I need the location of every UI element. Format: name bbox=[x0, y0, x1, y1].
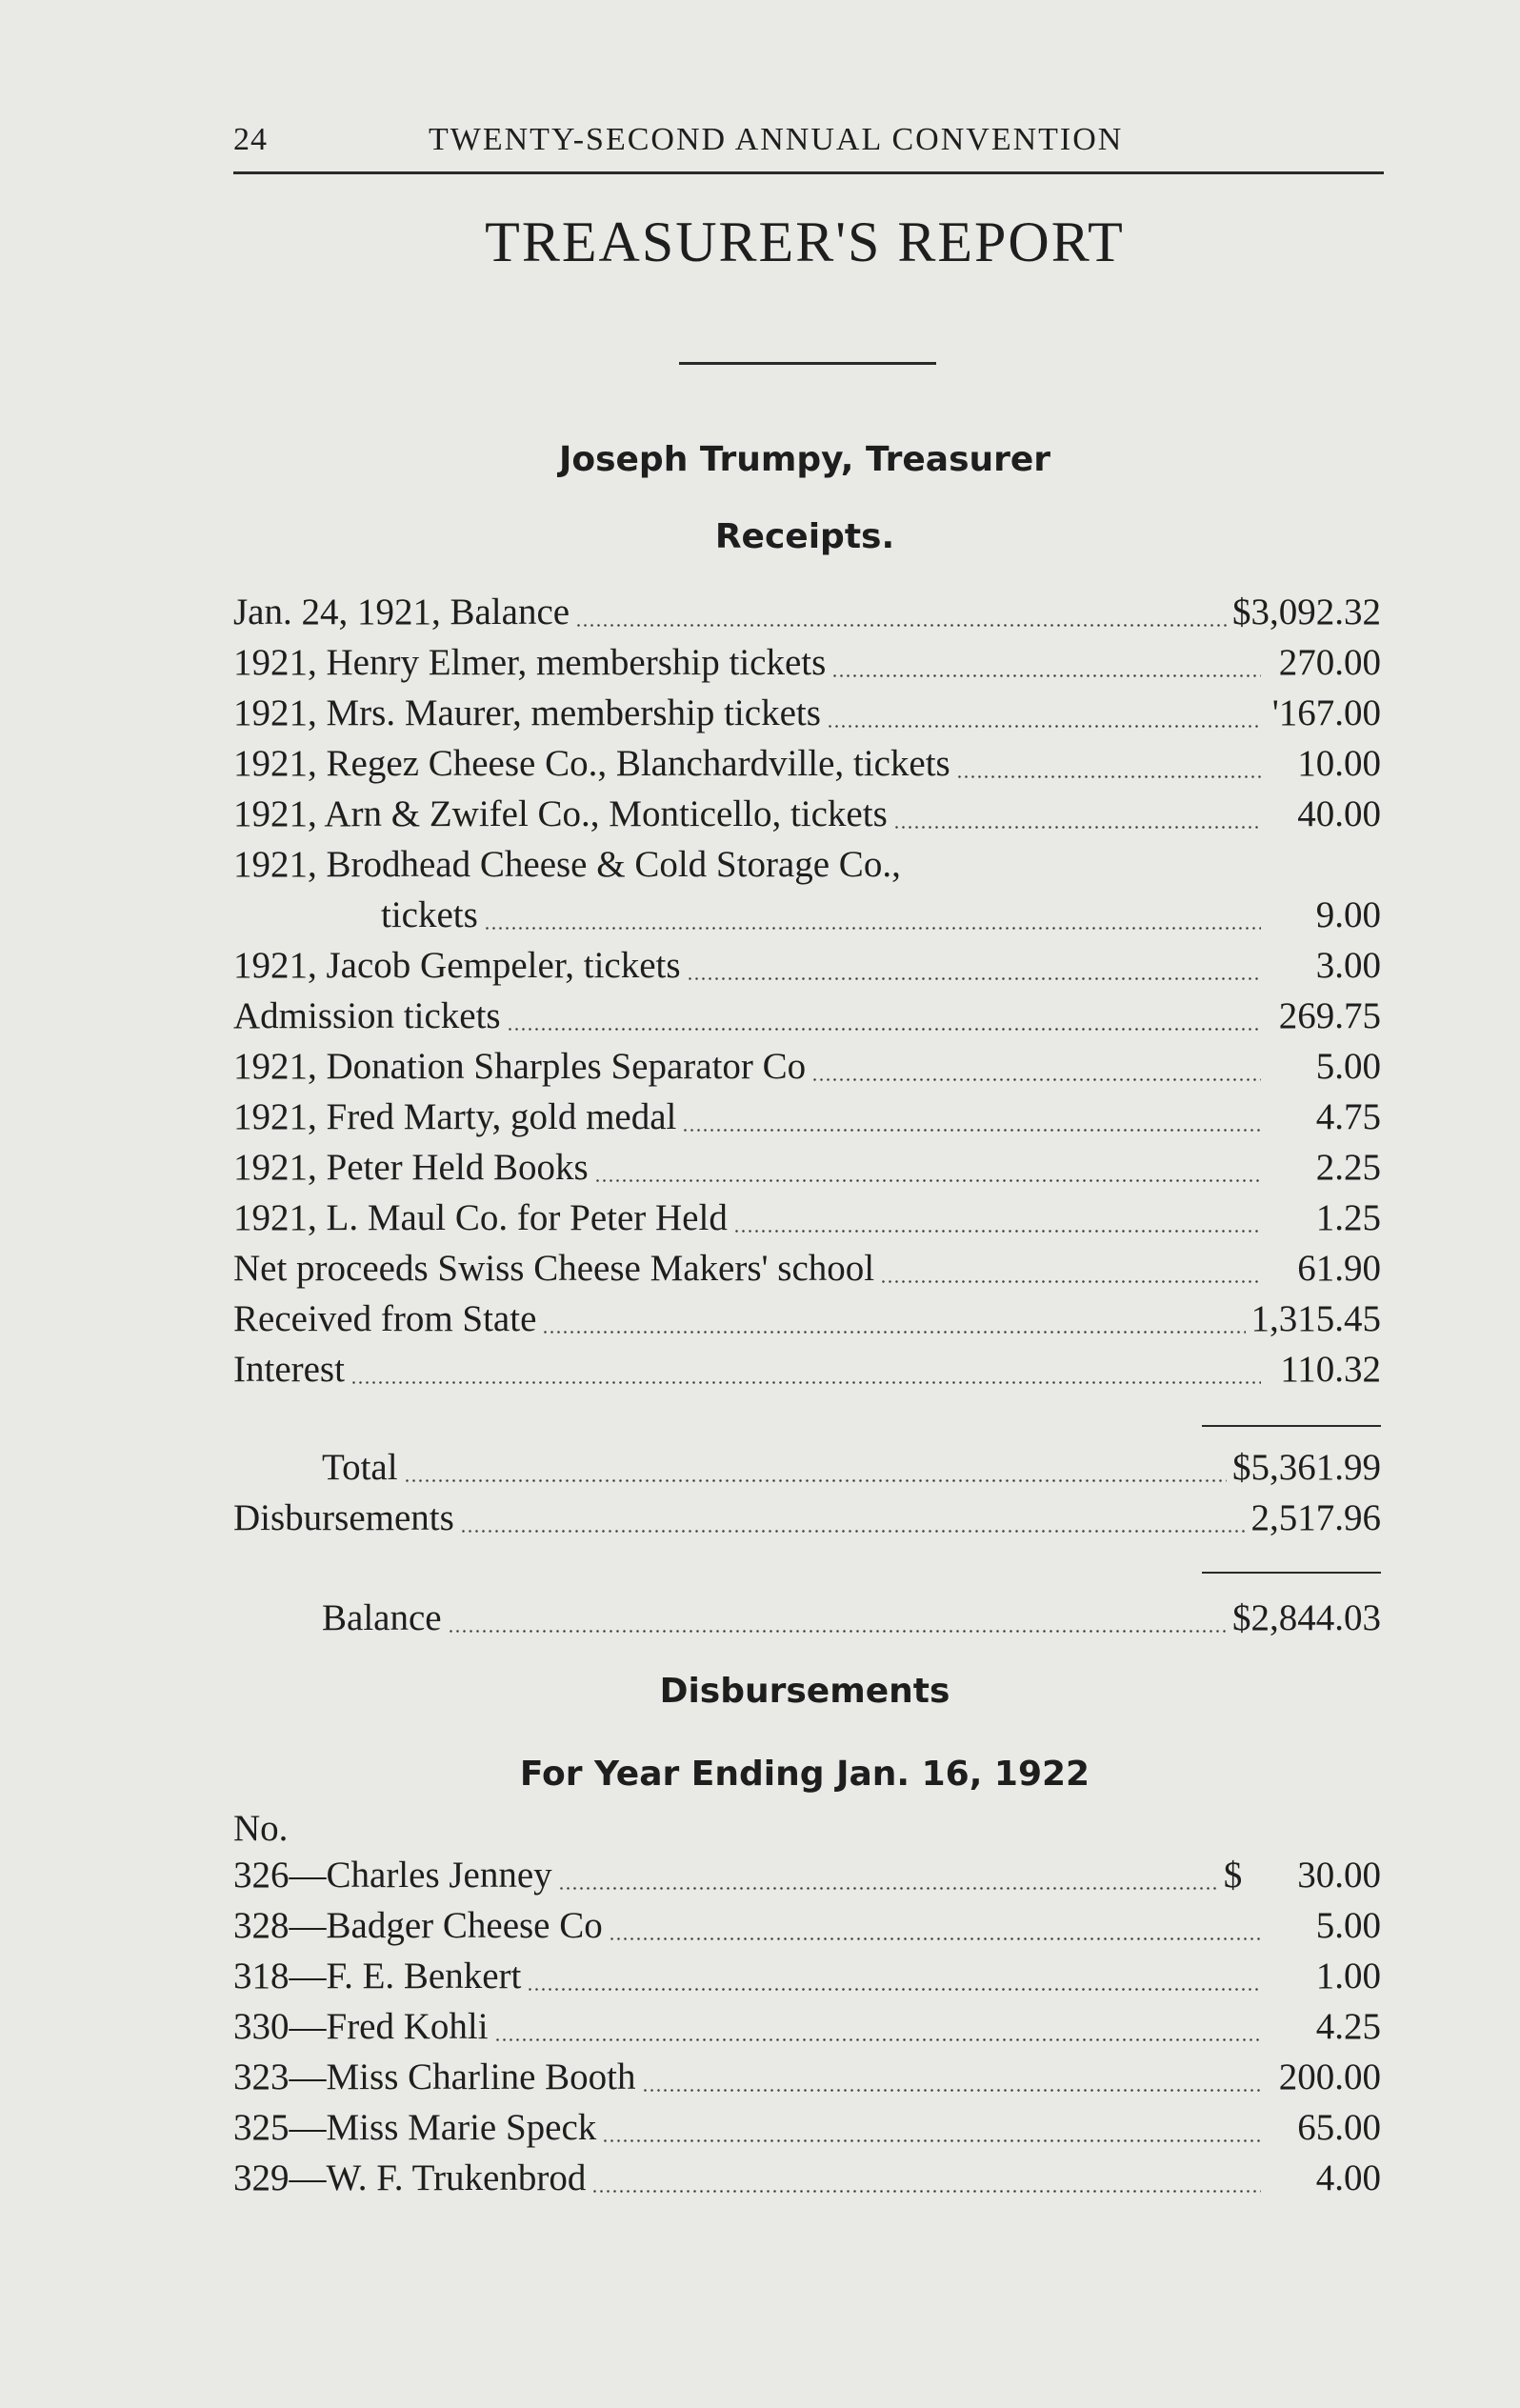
receipt-label: 1921, Fred Marty, gold medal bbox=[233, 1096, 677, 1137]
receipt-label: 1921, Arn & Zwifel Co., Monticello, tickets bbox=[233, 793, 888, 834]
dot-leader bbox=[350, 1381, 1261, 1384]
receipt-label-continued: tickets bbox=[381, 894, 478, 935]
disbursement-label: 328—Badger Cheese Co bbox=[233, 1905, 603, 1946]
receipt-amount: 10.00 bbox=[1297, 743, 1381, 784]
disbursement-label: 330—Fred Kohli bbox=[233, 2006, 489, 2047]
disbursement-row bbox=[233, 2005, 1381, 2053]
disbursement-row bbox=[233, 2106, 1381, 2154]
number-column-label: No. bbox=[233, 1808, 289, 1849]
dot-leader bbox=[609, 1937, 1261, 1940]
dot-leader bbox=[687, 977, 1261, 980]
balance-label: Balance bbox=[322, 1597, 442, 1638]
disbursement-row bbox=[233, 1904, 1381, 1952]
currency-symbol: $ bbox=[1223, 1855, 1243, 1896]
dot-leader bbox=[956, 775, 1261, 778]
receipt-amount: 1,315.45 bbox=[1250, 1298, 1381, 1339]
dot-leader bbox=[494, 2038, 1261, 2041]
disbursement-row bbox=[233, 1854, 1381, 1901]
receipt-amount: 1.25 bbox=[1315, 1197, 1381, 1238]
dot-leader bbox=[880, 1280, 1261, 1283]
disbursement-amount: 4.00 bbox=[1315, 2157, 1381, 2198]
sum-rule bbox=[1202, 1425, 1381, 1427]
receipt-amount: 9.00 bbox=[1315, 894, 1381, 935]
disbursements-heading: Disbursements bbox=[659, 1672, 950, 1711]
treasurer-heading: Joseph Trumpy, Treasurer bbox=[558, 440, 1051, 479]
receipt-row bbox=[233, 591, 1381, 638]
dot-leader bbox=[542, 1331, 1245, 1334]
dot-leader bbox=[448, 1630, 1227, 1633]
disbursements-total-label: Disbursements bbox=[233, 1497, 454, 1538]
dot-leader bbox=[558, 1887, 1218, 1890]
dot-leader bbox=[404, 1479, 1227, 1482]
dot-leader bbox=[602, 2139, 1261, 2142]
receipt-amount: 110.32 bbox=[1280, 1349, 1381, 1390]
receipt-label: Received from State bbox=[233, 1298, 537, 1339]
disbursement-amount: 200.00 bbox=[1278, 2057, 1381, 2097]
receipt-row bbox=[233, 692, 1381, 739]
disbursement-value: 30.00 bbox=[1297, 1855, 1381, 1896]
dot-leader bbox=[527, 1988, 1261, 1991]
disbursement-label: 318—F. E. Benkert bbox=[233, 1956, 522, 1997]
dot-leader bbox=[507, 1028, 1261, 1031]
receipt-label: 1921, Mrs. Maurer, membership tickets bbox=[233, 692, 821, 733]
total-label: Total bbox=[322, 1447, 398, 1488]
header-rule bbox=[233, 171, 1384, 174]
disbursement-amount: 5.00 bbox=[1315, 1905, 1381, 1946]
receipt-label: 1921, Regez Cheese Co., Blanchardville, tickets bbox=[233, 743, 950, 784]
receipt-amount: 3.00 bbox=[1315, 945, 1381, 986]
dot-leader bbox=[460, 1530, 1246, 1533]
disbursement-label: 329—W. F. Trukenbrod bbox=[233, 2157, 587, 2198]
receipt-amount: 270.00 bbox=[1278, 642, 1381, 683]
running-title: TWENTY-SECOND ANNUAL CONVENTION bbox=[429, 122, 1124, 157]
disbursement-row bbox=[233, 2157, 1381, 2204]
sum-rule bbox=[1202, 1572, 1381, 1574]
receipt-amount: 40.00 bbox=[1297, 793, 1381, 834]
running-header bbox=[233, 122, 1381, 168]
dot-leader bbox=[733, 1230, 1261, 1233]
receipt-amount: $3,092.32 bbox=[1232, 592, 1381, 632]
dot-leader bbox=[642, 2089, 1261, 2092]
receipt-row bbox=[233, 1146, 1381, 1194]
year-heading: For Year Ending Jan. 16, 1922 bbox=[519, 1755, 1090, 1794]
receipt-row bbox=[233, 1095, 1381, 1143]
balance-row bbox=[322, 1596, 1381, 1644]
disbursement-label: 326—Charles Jenney bbox=[233, 1855, 552, 1896]
disbursements-total-amount: 2,517.96 bbox=[1250, 1497, 1381, 1538]
receipt-label: Net proceeds Swiss Cheese Makers' school bbox=[233, 1248, 875, 1289]
disbursement-label: 325—Miss Marie Speck bbox=[233, 2107, 597, 2148]
disbursement-row bbox=[233, 2056, 1381, 2103]
receipt-amount: '167.00 bbox=[1271, 692, 1381, 733]
disbursement-amount bbox=[1224, 1854, 1381, 1896]
balance-amount: $2,844.03 bbox=[1232, 1597, 1381, 1638]
dot-leader bbox=[827, 725, 1261, 728]
report-title: TREASURER'S REPORT bbox=[485, 211, 1125, 273]
receipt-amount: 61.90 bbox=[1297, 1248, 1381, 1289]
receipt-row bbox=[233, 1247, 1381, 1294]
dot-leader bbox=[831, 674, 1261, 677]
receipt-row bbox=[233, 944, 1381, 992]
receipt-label: 1921, Henry Elmer, membership tickets bbox=[233, 642, 827, 683]
disbursement-row bbox=[233, 1955, 1381, 2002]
total-amount: $5,361.99 bbox=[1232, 1447, 1381, 1488]
receipt-row bbox=[381, 893, 1381, 941]
disbursements-total-row bbox=[233, 1496, 1381, 1544]
receipt-row bbox=[233, 1348, 1381, 1395]
receipt-row bbox=[233, 641, 1381, 689]
receipt-label: 1921, L. Maul Co. for Peter Held bbox=[233, 1197, 728, 1238]
receipt-label: Interest bbox=[233, 1349, 345, 1390]
receipts-heading: Receipts. bbox=[714, 517, 895, 556]
disbursement-label: 323—Miss Charline Booth bbox=[233, 2057, 636, 2097]
disbursement-amount: 4.25 bbox=[1315, 2006, 1381, 2047]
receipt-row bbox=[233, 793, 1381, 840]
dot-leader bbox=[682, 1129, 1261, 1132]
receipt-row bbox=[233, 1297, 1381, 1345]
disbursement-amount: 1.00 bbox=[1315, 1956, 1381, 1997]
dot-leader bbox=[594, 1179, 1261, 1182]
receipt-label: 1921, Donation Sharples Separator Co bbox=[233, 1046, 807, 1087]
dot-leader bbox=[575, 624, 1227, 627]
receipt-label: 1921, Brodhead Cheese & Cold Storage Co., bbox=[233, 844, 901, 885]
total-row bbox=[322, 1446, 1381, 1494]
receipt-amount: 5.00 bbox=[1315, 1046, 1381, 1087]
receipt-label: Jan. 24, 1921, Balance bbox=[233, 592, 570, 632]
receipt-row bbox=[233, 1045, 1381, 1093]
receipt-amount: 269.75 bbox=[1278, 995, 1381, 1036]
title-divider bbox=[679, 362, 936, 365]
receipt-amount: 2.25 bbox=[1315, 1147, 1381, 1188]
receipt-row bbox=[233, 994, 1381, 1042]
receipt-label: 1921, Jacob Gempeler, tickets bbox=[233, 945, 681, 986]
dot-leader bbox=[893, 826, 1261, 829]
page-number: 24 bbox=[233, 122, 268, 157]
receipt-label: Admission tickets bbox=[233, 995, 501, 1036]
dot-leader bbox=[591, 2190, 1261, 2193]
receipt-label: 1921, Peter Held Books bbox=[233, 1147, 589, 1188]
dot-leader bbox=[811, 1078, 1261, 1081]
receipt-amount: 4.75 bbox=[1315, 1096, 1381, 1137]
dot-leader bbox=[484, 927, 1261, 930]
receipt-row bbox=[233, 1196, 1381, 1244]
disbursement-amount: 65.00 bbox=[1297, 2107, 1381, 2148]
receipt-row bbox=[233, 742, 1381, 790]
